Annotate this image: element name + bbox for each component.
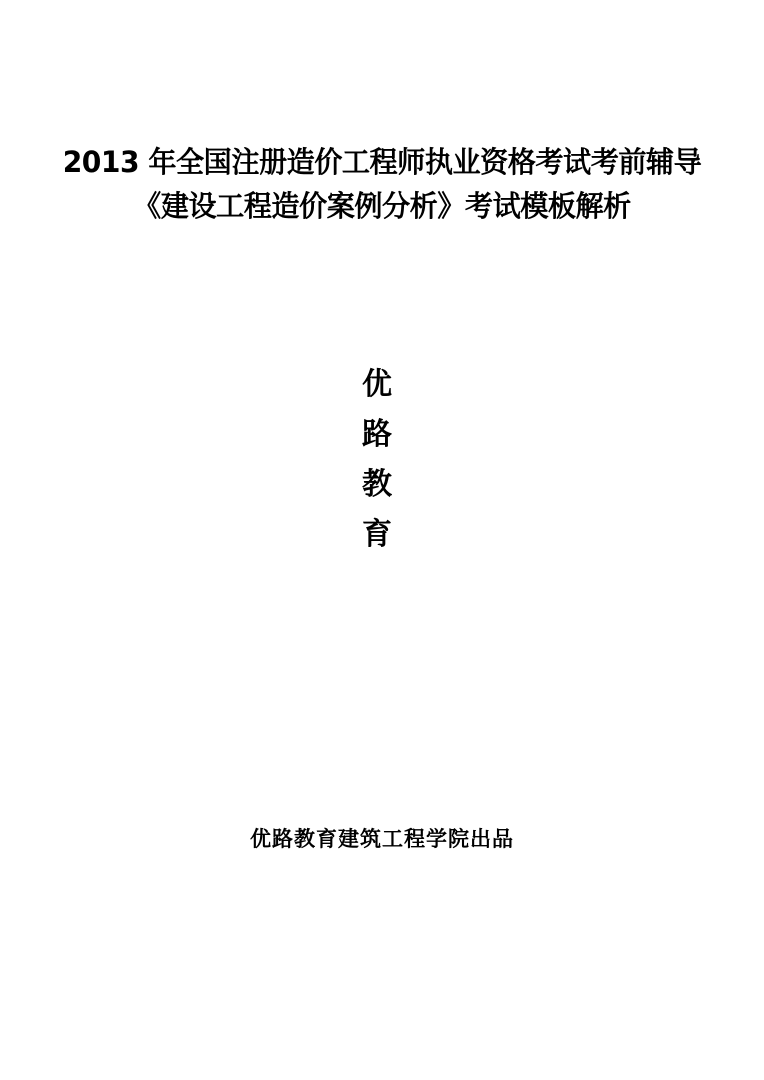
brand-char-2: 路: [362, 417, 392, 452]
producer-line: 优路教育建筑工程学院出品: [250, 827, 514, 851]
document-title-block: [0, 140, 764, 228]
brand-char-4: 育: [362, 517, 392, 552]
brand-char-1: 优: [362, 367, 392, 402]
brand-char-3: 教: [362, 467, 392, 502]
document-title-line-2: 《建设工程造价案例分析》考试模板解析: [133, 189, 631, 223]
document-title-line-1: 2013 年全国注册造价工程师执业资格考试考前辅导: [62, 145, 702, 179]
brand-vertical-text: [0, 360, 764, 560]
